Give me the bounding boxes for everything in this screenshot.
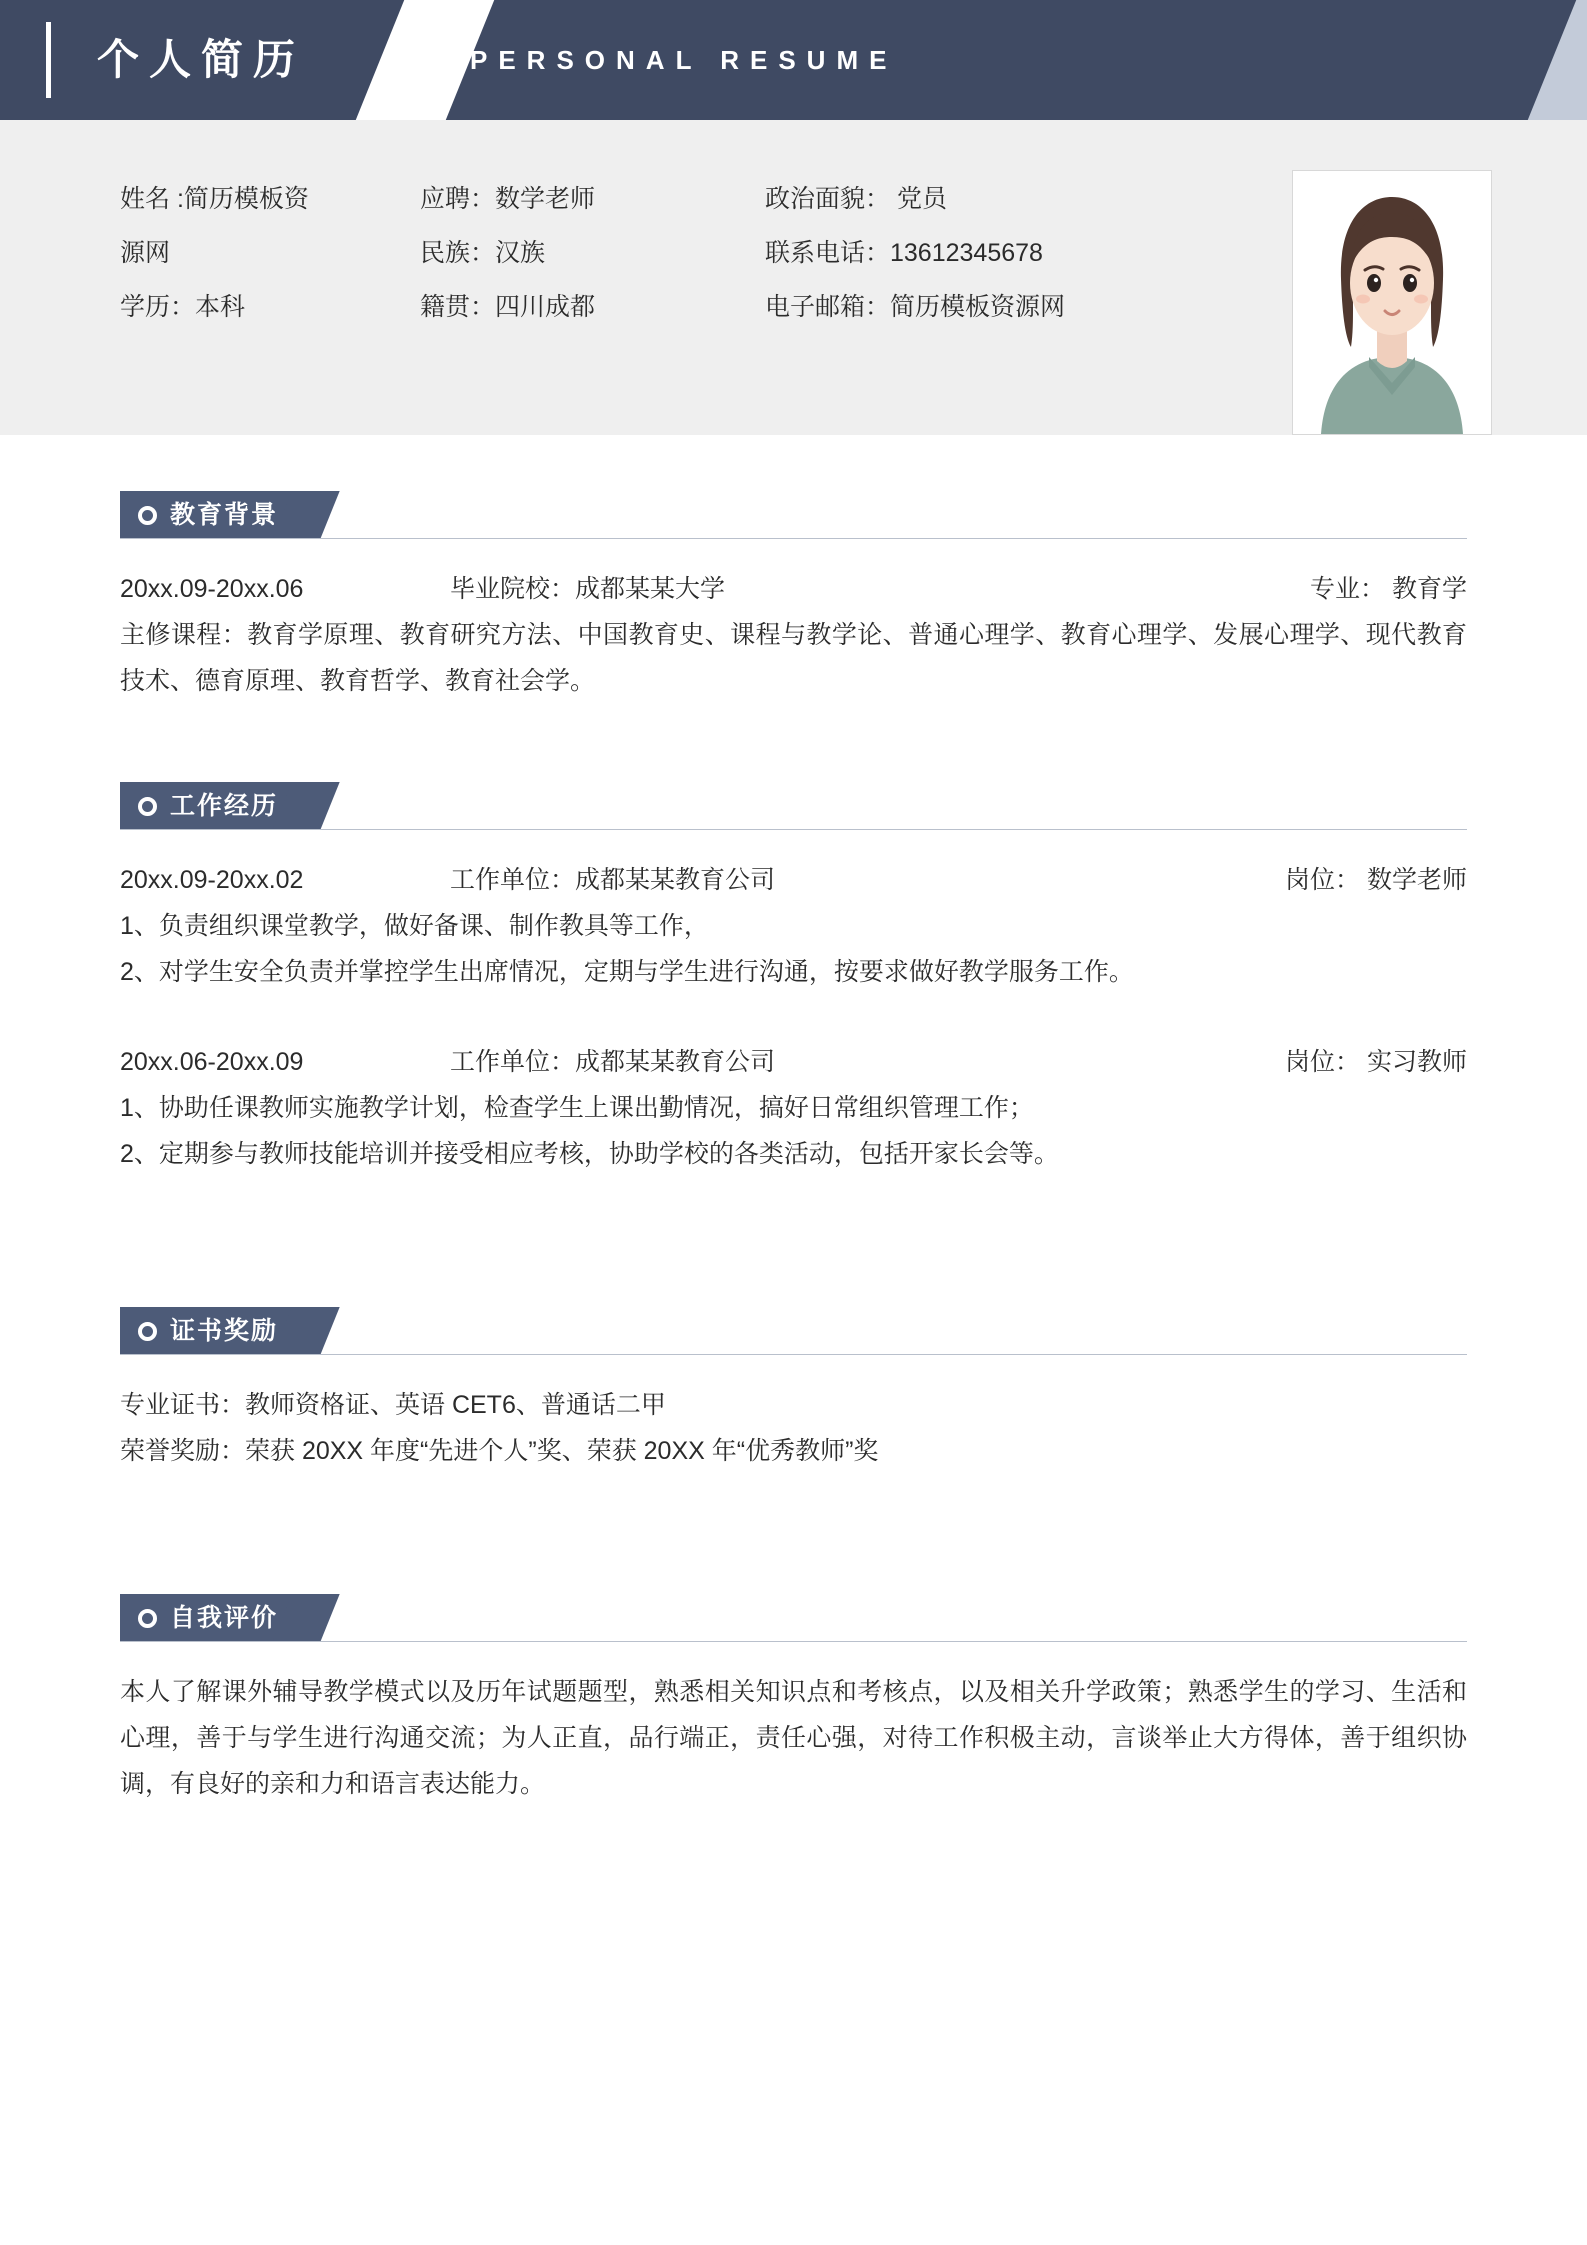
section-work (120, 782, 1467, 1177)
work-duty: 2、定期参与教师技能培训并接受相应考核，协助学校的各类活动，包括开家长会等。 (120, 1140, 1059, 1168)
section-head-education (120, 491, 1467, 539)
bullet-ring-icon (138, 797, 157, 816)
info-name: 姓名 :简历模板资 (120, 185, 309, 213)
work-entry-header (120, 1039, 1467, 1085)
section-head-work (120, 782, 1467, 830)
info-ethnicity: 民族：汉族 (420, 239, 546, 267)
section-body-certificates (120, 1356, 1467, 1474)
avatar (1292, 170, 1492, 435)
work-entry-header (120, 857, 1467, 903)
work-date: 20xx.09-20xx.02 (120, 866, 304, 894)
education-entry (120, 566, 1467, 704)
basic-info-band (0, 120, 1587, 435)
section-head-certificates (120, 1307, 1467, 1355)
section-tag-education (120, 491, 306, 539)
work-duty: 1、协助任课教师实施教学计划，检查学生上课出勤情况，搞好日常组织管理工作； (120, 1094, 1034, 1122)
section-tag-work (120, 782, 306, 830)
section-certificates (120, 1307, 1467, 1474)
section-body-education (120, 540, 1467, 704)
work-duty: 1、负责组织课堂教学，做好备课、制作教具等工作， (120, 912, 709, 940)
info-name-overflow: 源网 (120, 239, 171, 267)
info-education-level: 学历：本科 (120, 293, 246, 321)
spacer (120, 1474, 1467, 1544)
header-subtitle: PERSONAL RESUME (470, 44, 898, 75)
resume-content (0, 491, 1587, 1807)
work-role: 岗位： 数学老师 (1285, 866, 1467, 894)
header-title-wrap (46, 22, 305, 98)
section-head-self-evaluation (120, 1594, 1467, 1642)
section-divider-work (120, 829, 1467, 830)
work-entry (120, 1039, 1467, 1177)
work-role: 岗位： 实习教师 (1285, 1048, 1467, 1076)
section-education (120, 491, 1467, 704)
section-title-work: 工作经历 (170, 791, 279, 820)
work-company: 工作单位：成都某某教育公司 (450, 866, 776, 894)
section-title-certificates: 证书奖励 (170, 1316, 279, 1345)
page-header (0, 0, 1587, 120)
basic-info-grid (120, 172, 1200, 334)
page-title: 个人简历 (97, 36, 306, 83)
work-duty: 2、对学生安全负责并掌控学生出席情况，定期与学生进行沟通，按要求做好教学服务工作。 (120, 958, 1134, 986)
info-email: 电子邮箱：简历模板资源网 (765, 293, 1066, 321)
section-self-evaluation (120, 1594, 1467, 1807)
education-entry-header (120, 566, 1467, 612)
award-line: 荣誉奖励：荣获 20XX 年度“先进个人”奖、荣获 20XX 年“优秀教师”奖 (120, 1437, 879, 1465)
certificate-line: 专业证书：教师资格证、英语 CET6、普通话二甲 (120, 1391, 666, 1419)
section-tag-certificates (120, 1307, 306, 1355)
section-divider-certificates (120, 1354, 1467, 1355)
info-phone: 联系电话：13612345678 (765, 239, 1043, 267)
info-hometown: 籍贯：四川成都 (420, 293, 596, 321)
section-title-self-evaluation: 自我评价 (170, 1603, 279, 1632)
education-major: 专业： 教育学 (1310, 575, 1467, 603)
bullet-ring-icon (138, 506, 157, 525)
section-title-education: 教育背景 (170, 500, 279, 529)
section-divider-self-evaluation (120, 1641, 1467, 1642)
section-divider-education (120, 538, 1467, 539)
work-date: 20xx.06-20xx.09 (120, 1048, 304, 1076)
self-evaluation-text: 本人了解课外辅导教学模式以及历年试题题型，熟悉相关知识点和考核点，以及相关升学政策；熟悉学生的学习、生活和心理，善于与学生进行沟通交流；为人正直，品行端正，责任心强，对待工作积极主动，言谈举止大方得体，善于组织协调，有良好的亲和力和语言表达能力。 (120, 1678, 1467, 1798)
education-date: 20xx.09-20xx.06 (120, 575, 304, 603)
bullet-ring-icon (138, 1322, 157, 1341)
info-position: 应聘：数学老师 (420, 185, 596, 213)
education-school: 毕业院校：成都某某大学 (450, 575, 726, 603)
info-political-status: 政治面貌： 党员 (765, 185, 947, 213)
section-body-work (120, 831, 1467, 1177)
spacer (120, 1187, 1467, 1307)
section-body-self-evaluation (120, 1643, 1467, 1807)
section-tag-self-evaluation (120, 1594, 306, 1642)
work-company: 工作单位：成都某某教育公司 (450, 1048, 776, 1076)
education-courses: 主修课程：教育学原理、教育研究方法、中国教育史、课程与教学论、普通心理学、教育心理学、发展心理学、现代教育技术、德育原理、教育哲学、教育社会学。 (120, 621, 1467, 695)
work-entry (120, 857, 1467, 995)
bullet-ring-icon (138, 1609, 157, 1628)
